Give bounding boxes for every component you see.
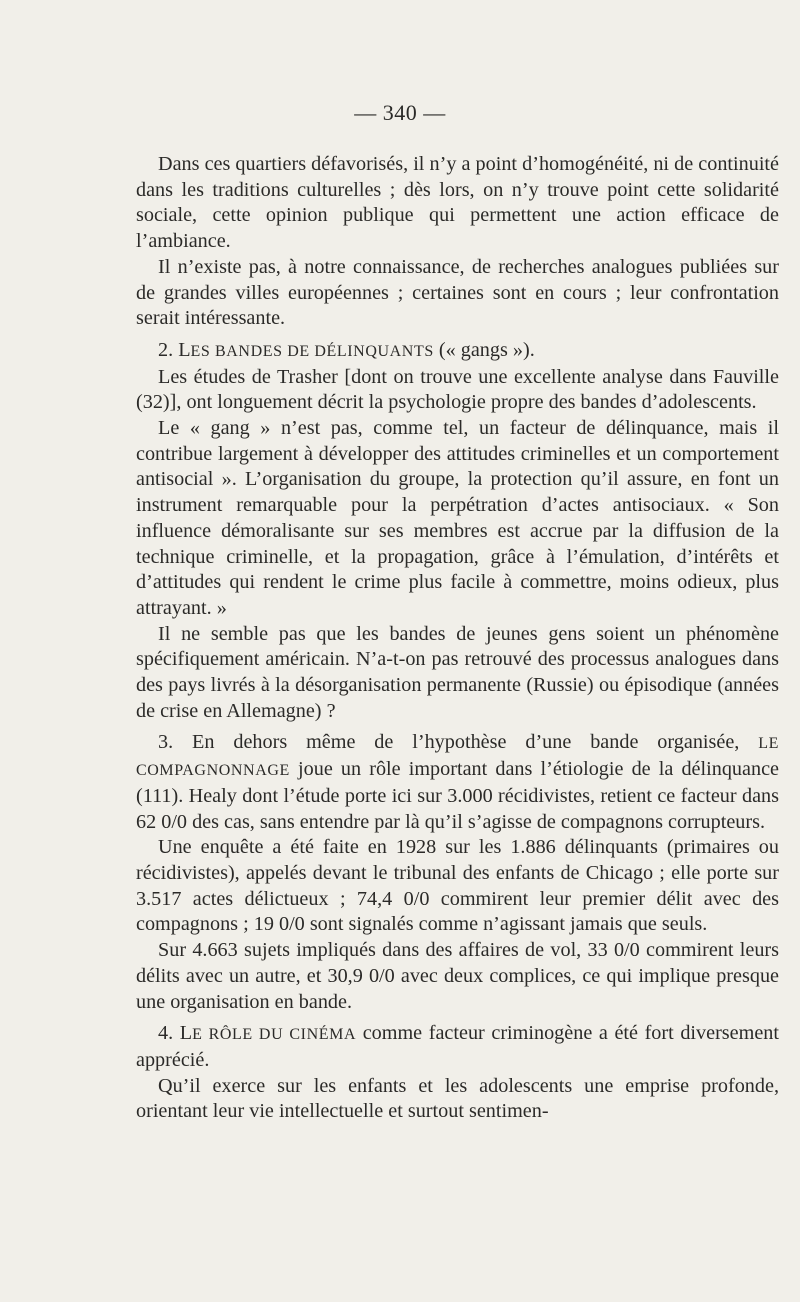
page-number: — 340 — xyxy=(354,100,446,125)
paragraph-trasher: Les études de Trasher [dont on trouve une excellente analyse dans Fauville (32)], ont longuement décrit la psychologie propre des bandes d’adolescents. xyxy=(136,365,779,414)
section-4-number: 4. L xyxy=(158,1022,193,1045)
section-4-rest: comme facteur criminogène a été fort diversement apprécié. xyxy=(136,1022,779,1071)
section-3-smallcaps: LE COMPAGNONNAGE xyxy=(136,735,779,780)
paragraph-homogeneity: Dans ces quartiers défavorisés, il n’y a point d’homogénéité, ni de continuité dans les traditions culturelles ; dès lors, on n’y trouve point cette solidarité sociale, cette opinion publique qui permettent une action efficace de l’ambiance. xyxy=(136,153,779,253)
section-2-rest: (« gangs »). xyxy=(433,338,535,361)
paragraph-cinema-influence: Qu’il exerce sur les enfants et les adolescents une emprise profonde, orientant leur vie intellectuelle et surtout sentimen- xyxy=(136,1074,779,1123)
paragraph-theft-statistics: Sur 4.663 sujets impliqués dans des affaires de vol, 33 0/0 commirent leurs délits avec un autre, et 30,9 0/0 avec deux complices, ce qui implique presque une organisation en bande. xyxy=(136,939,779,1013)
section-heading-cinema xyxy=(136,1021,779,1073)
section-3-rest: joue un rôle important dans l’étiologie de la délinquance (111). Healy dont l’étude porte ici sur 3.000 récidivistes, retient ce facteur dans 62 0/0 des cas, sans entendre par là qu’il s’agisse de compagnons corrupteurs. xyxy=(136,758,779,833)
section-heading-gangs xyxy=(136,338,779,365)
body-text xyxy=(136,152,779,1125)
section-2-number: 2. L xyxy=(158,338,191,361)
paragraph-gang-influence: Le « gang » n’est pas, comme tel, un facteur de délinquance, mais il contribue largement à développer des attitudes criminelles et un comportement antisocial ». L’organisation du groupe, la protection qu’il assure, en font un instrument remarquable pour la perpétration d’actes antisociaux. « Son influence démoralisante sur ses membres est accrue par la diffusion de la technique criminelle, et la propagation, grâce à l’émulation, d’intérêts et d’attitudes qui rendent le crime plus facile à commettre, moins odieux, plus attrayant. » xyxy=(136,417,779,619)
section-heading-companionship xyxy=(136,730,779,835)
paragraph-european-research: Il n’existe pas, à notre connaissance, de recherches analogues publiées sur de grandes villes européennes ; certaines sont en cours ; leur confrontation serait intéressante. xyxy=(136,255,779,330)
paragraph-not-american-only: Il ne semble pas que les bandes de jeunes gens soient un phénomène spécifiquement américain. N’a-t-on pas retrouvé des processus analogues dans des pays livrés à la désorganisation permanente (Russie) ou épisodique (années de crise en Allemagne) ? xyxy=(136,622,779,722)
paragraph-chicago-survey: Une enquête a été faite en 1928 sur les 1.886 délinquants (primaires ou récidivistes), appelés devant le tribunal des enfants de Chicago ; elle porte sur 3.517 actes délictueux ; 74,4 0/0 commirent leur premier délit avec des compagnons ; 19 0/0 sont signalés comme n’agissant jamais que seuls. xyxy=(136,836,779,936)
section-3-lead: 3. En dehors même de l’hypothèse d’une bande organisée, xyxy=(158,731,759,754)
section-4-smallcaps: E RÔLE DU CINÉMA xyxy=(192,1026,357,1044)
section-2-smallcaps: ES BANDES DE DÉLINQUANTS xyxy=(190,342,434,360)
